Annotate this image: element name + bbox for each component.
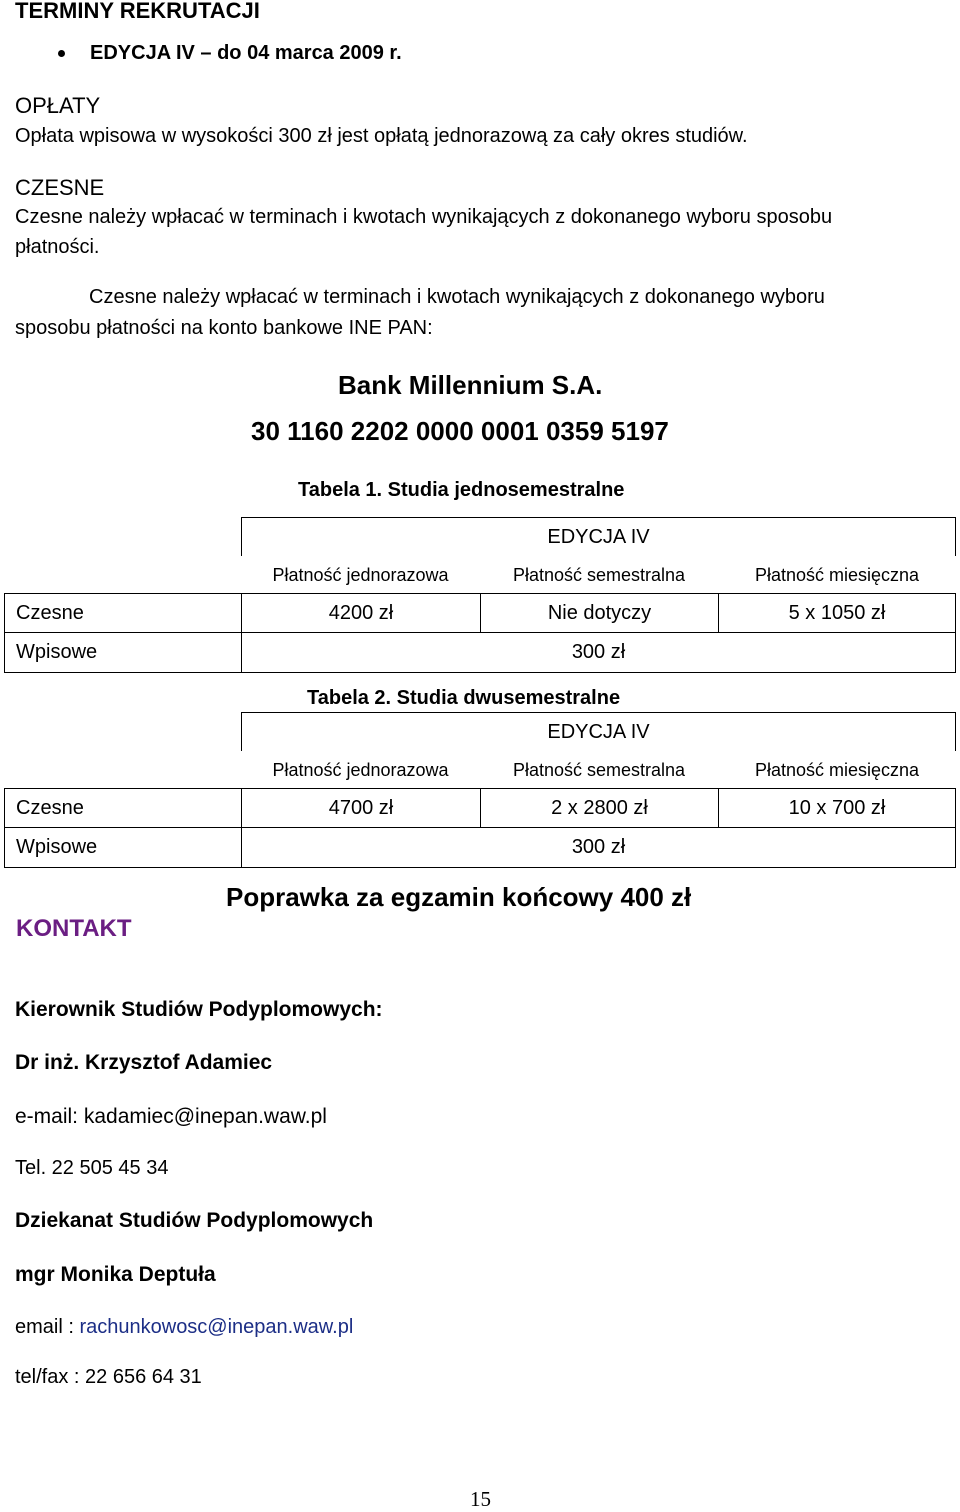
dziekanat-email-label: email :	[15, 1316, 80, 1338]
table1-wpisowe-label	[4, 632, 242, 673]
table2-cell-value: 10 x 700 zł	[788, 796, 886, 819]
dziekanat-name: mgr Monika Deptuła	[15, 1263, 216, 1286]
table2-cell-value: 4700 zł	[328, 796, 394, 819]
table2-cell	[241, 788, 481, 828]
table2-wpisowe-value	[241, 827, 956, 868]
table1-cell	[718, 593, 956, 633]
kierownik-phone: Tel. 22 505 45 34	[15, 1157, 169, 1179]
table1-wpisowe-value	[241, 632, 956, 673]
table2-cell-value: 2 x 2800 zł	[551, 796, 648, 819]
poprawka-note: Poprawka za egzamin końcowy 400 zł	[226, 882, 692, 912]
table2-header-semestralna	[480, 751, 718, 789]
oplaty-heading: OPŁATY	[15, 93, 101, 118]
czesne-line-2: płatności.	[15, 236, 100, 258]
czesne-heading: CZESNE	[15, 175, 105, 200]
table1-cell-value: 5 x 1050 zł	[788, 601, 886, 624]
table2-wpisowe-label-text: Wpisowe	[16, 836, 98, 858]
kontakt-heading: KONTAKT	[16, 915, 132, 942]
bank-account-number: 30 1160 2202 0000 0001 0359 5197	[251, 416, 669, 446]
table2-edition-label: EDYCJA IV	[547, 720, 650, 743]
oplaty-text: Opłata wpisowa w wysokości 300 zł jest opłatą jednorazową za cały okres studiów.	[15, 125, 748, 147]
table1-row-label	[4, 593, 242, 633]
table1-row-label-text: Czesne	[16, 601, 84, 624]
table2-wpisowe-value-text: 300 zł	[571, 836, 626, 858]
table2-header-miesieczna	[718, 751, 956, 789]
table1-caption: Tabela 1. Studia jednosemestralne	[298, 479, 625, 501]
bullet-icon	[58, 50, 65, 57]
table2-header-label: Płatność jednorazowa	[272, 759, 449, 780]
table1-header-label: Płatność jednorazowa	[272, 564, 449, 585]
kierownik-name: Dr inż. Krzysztof Adamiec	[15, 1051, 273, 1074]
table2-cell	[480, 788, 719, 828]
dziekanat-email-line	[15, 1316, 353, 1339]
czesne-paragraph-line-2: sposobu płatności na konto bankowe INE PAN:	[15, 317, 433, 339]
kierownik-title: Kierownik Studiów Podyplomowych:	[15, 998, 383, 1021]
table1-header-miesieczna	[718, 556, 956, 594]
czesne-line-1: Czesne należy wpłacać w terminach i kwotach wynikających z dokonanego wyboru sposobu	[15, 206, 833, 228]
table1-cell-value: Nie dotyczy	[547, 601, 652, 624]
table1-header-jednorazowa	[241, 556, 480, 594]
dziekanat-email-link[interactable]: rachunkowosc@inepan.waw.pl	[79, 1316, 354, 1338]
table2-header-label: Płatność miesięczna	[754, 759, 920, 780]
table1-wpisowe-label-text: Wpisowe	[16, 641, 98, 663]
table2-header-label: Płatność semestralna	[512, 759, 686, 780]
page-number: 15	[470, 1487, 491, 1511]
table2-header-jednorazowa	[241, 751, 480, 789]
dziekanat-title: Dziekanat Studiów Podyplomowych	[15, 1209, 374, 1232]
terminy-bullet-text: EDYCJA IV – do 04 marca 2009 r.	[90, 42, 402, 64]
table1-wpisowe-value-text: 300 zł	[571, 641, 626, 663]
table2-edition-header	[241, 712, 956, 752]
table2-cell	[718, 788, 956, 828]
kierownik-email[interactable]: e-mail: kadamiec@inepan.waw.pl	[15, 1105, 327, 1128]
table2-row-label	[4, 788, 242, 828]
table1-edition-header	[241, 517, 956, 557]
table1-header-label: Płatność semestralna	[512, 564, 686, 585]
table2-row-label-text: Czesne	[16, 796, 84, 819]
table1-header-semestralna	[480, 556, 718, 594]
bank-name: Bank Millennium S.A.	[338, 370, 603, 400]
table1-header-label: Płatność miesięczna	[754, 564, 920, 585]
table1-cell	[241, 593, 481, 633]
czesne-paragraph-line-1: Czesne należy wpłacać w terminach i kwotach wynikających z dokonanego wyboru	[89, 286, 825, 308]
table1-edition-label: EDYCJA IV	[547, 525, 650, 548]
table2-caption: Tabela 2. Studia dwusemestralne	[307, 687, 621, 709]
table2-wpisowe-label	[4, 827, 242, 868]
table1-cell	[480, 593, 719, 633]
terminy-heading: TERMINY REKRUTACJI	[15, 0, 260, 23]
dziekanat-phone: tel/fax : 22 656 64 31	[15, 1366, 202, 1388]
table1-cell-value: 4200 zł	[328, 601, 394, 624]
